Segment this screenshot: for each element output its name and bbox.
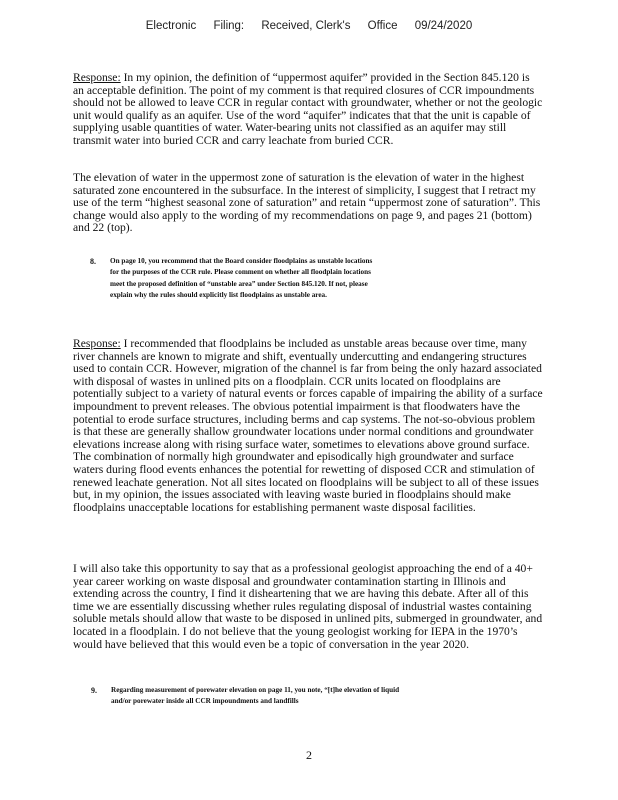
filing-header xyxy=(0,20,618,32)
response-label: Response: xyxy=(73,337,121,350)
response-label: Response: xyxy=(73,71,121,84)
header-electronic: Electronic xyxy=(145,20,197,32)
question-8-number: 8. xyxy=(90,257,96,266)
response-body: I recommended that floodplains be included as unstable areas because over time, many river channels are known to migrate and shift, eventually undercutting and endangering structures used to contain CCR. However, migration of the channel is far from being the only hazard associated with disposal of wastes in unlined pits on a floodplain. CCR units located on floodplains are potentially subject to a variety of natural events or forces capable of impairing the ability of a surface impoundment to prevent releases. The obvious potential impairment is that floodwaters have the potential to erode surface structures, including berms and cap systems. The not-so-obvious problem is that these are generally shallow groundwater locations under normal conditions and groundwater elevations increase along with rising surface water, sometimes to elevations above ground surface. The combination of normally high groundwater and episodically high groundwater and surface waters during flood events enhances the potential for rewetting of disposed CCR and stimulation of renewed leachate generation. Not all sites located on floodplains will be subject to all of these issues but, in my opinion, the issues associated with leaving waste buried in floodplains should make floodplains unacceptable locations for establishing permanent waste disposal facilities. xyxy=(73,337,543,514)
header-office: Office xyxy=(367,20,398,32)
paragraph-saturation: The elevation of water in the uppermost zone of saturation is the elevation of water in the highest saturated zone encountered in the subsurface. In the interest of simplicity, I suggest that I retract my use of the term “highest seasonal zone of saturation” and retain “uppermost zone of saturation”. This change would also apply to the wording of my recommendations on page 9, and pages 21 (bottom) and 22 (top). xyxy=(73,171,541,235)
header-date: 09/24/2020 xyxy=(414,20,473,32)
response-paragraph-floodplains xyxy=(73,338,543,514)
response-paragraph-aquifer xyxy=(73,72,543,148)
question-9-text: Regarding measurement of porewater elevation on page 11, you note, “[t]he elevation of liquid and/or porewater inside all CCR impoundments and landfills xyxy=(111,686,400,706)
question-8-text: On page 10, you recommend that the Board consider floodplains as unstable locations for the purposes of the CCR rule. Please comment on whether all floodplain locations meet the proposed definition of “unstable area” under Section 845.120. If not, please explain why the rules should explicitly list floodplains as unstable area. xyxy=(110,257,373,300)
question-9-number: 9. xyxy=(91,686,97,695)
question-8 xyxy=(90,256,378,302)
page-number: 2 xyxy=(306,748,312,762)
question-9 xyxy=(91,685,411,708)
header-filing: Filing: xyxy=(213,20,245,32)
header-received: Received, Clerk's xyxy=(261,20,351,32)
paragraph-closing-remarks: I will also take this opportunity to say that as a professional geologist approaching the end of a 40+ year career working on waste disposal and groundwater contamination starting in Illinois and extending across the country, I find it disheartening that we are having this debate. After all of this time we are essentially discussing whether rules regulating disposal of industrial wastes containing soluble metals should allow that waste to be disposed in unlined pits, submerged in groundwater, and located in a floodplain. I do not believe that the young geologist working for IEPA in the 1970’s would have believed that this would even be a topic of conversation in the year 2020. xyxy=(73,562,543,651)
response-body: In my opinion, the definition of “uppermost aquifer” provided in the Section 845.120 is an acceptable definition. The point of my comment is that required closures of CCR impoundments should not be allowed to leave CCR in regular contact with groundwater, whether or not the geologic unit would qualify as an aquifer. Use of the word “aquifer” indicates that that the unit is capable of supplying usable quantities of water. Water-bearing units not classified as an aquifer may still transmit water into buried CCR and carry leachate from buried CCR. xyxy=(73,71,543,147)
